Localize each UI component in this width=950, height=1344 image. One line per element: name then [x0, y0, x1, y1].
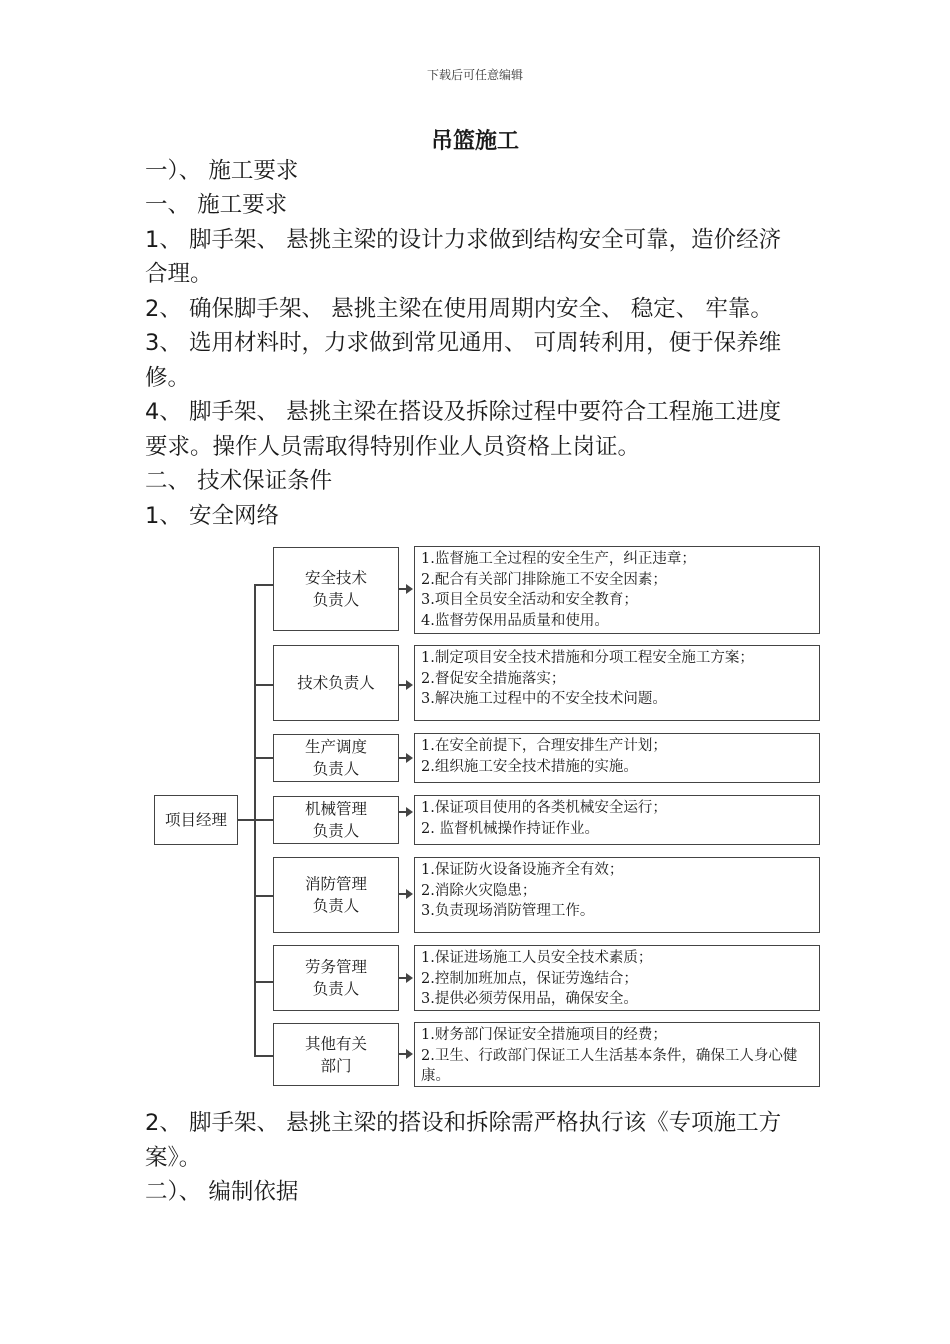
role-label: 技术负责人	[297, 674, 375, 692]
paragraph-line: 4、 脚手架、 悬挑主梁在搭设及拆除过程中要符合工程施工进度	[145, 399, 782, 425]
duty-item: 2. 监督机械操作持证作业。	[421, 820, 599, 837]
duty-item: 2.卫生、行政部门保证工人生活基本条件，确保工人身心健康。	[421, 1047, 798, 1084]
document-title: 吊篮施工	[430, 129, 519, 154]
connector	[254, 895, 274, 897]
sub-heading: 二、 技术保证条件	[145, 468, 333, 494]
connector	[254, 684, 274, 686]
role-label: 负责人	[312, 897, 360, 915]
role-label: 负责人	[312, 822, 360, 840]
role-label: 机械管理	[304, 800, 367, 818]
role-node	[273, 857, 399, 933]
paragraph-line: 案》。	[145, 1145, 202, 1171]
role-label: 消防管理	[304, 875, 367, 893]
arrow-icon	[406, 973, 413, 983]
arrow-icon	[406, 889, 413, 899]
paragraph-line: 合理。	[145, 261, 213, 287]
role-label: 负责人	[312, 591, 360, 609]
connector	[254, 819, 274, 821]
role-node	[273, 645, 399, 721]
role-node	[273, 547, 399, 631]
arrow-icon	[406, 807, 413, 817]
duty-box	[414, 795, 820, 845]
duty-item: 1.保证进场施工人员安全技术素质；	[421, 950, 653, 966]
role-label: 生产调度	[304, 738, 367, 756]
duty-item: 3.项目全员安全活动和安全教育；	[421, 592, 638, 608]
role-label: 部门	[320, 1056, 352, 1075]
arrow-icon	[406, 753, 413, 763]
role-label: 其他有关	[304, 1034, 367, 1053]
root-label: 项目经理	[164, 811, 227, 829]
section-heading: 一）、 施工要求	[145, 158, 299, 184]
duty-item: 2.控制加班加点，保证劳逸结合；	[421, 970, 638, 987]
duty-item: 2.消除火灾隐患；	[421, 882, 537, 899]
role-label: 安全技术	[304, 569, 367, 587]
root-node	[154, 795, 238, 845]
duty-item: 2.组织施工安全技术措施的实施。	[421, 758, 638, 775]
duty-item: 3.提供必须劳保用品，确保安全。	[421, 991, 638, 1007]
role-label: 劳务管理	[304, 958, 367, 976]
connector	[238, 819, 255, 821]
connector	[254, 1055, 274, 1057]
duty-box	[414, 857, 820, 933]
role-node	[273, 945, 399, 1011]
header-note: 下载后可任意编辑	[426, 68, 523, 82]
paragraph-line: 要求。操作人员需取得特别作业人员资格上岗证。	[145, 434, 641, 460]
duty-item: 2.配合有关部门排除施工不安全因素；	[421, 571, 667, 588]
connector	[254, 757, 274, 759]
duty-item: 1.监督施工全过程的安全生产，纠正违章；	[421, 551, 696, 567]
duty-item: 1.保证防火设备设施齐全有效；	[421, 862, 624, 878]
duty-box	[414, 1022, 820, 1087]
duty-box	[414, 546, 820, 634]
connector	[254, 584, 274, 586]
paragraph-line: 1、 安全网络	[145, 503, 279, 529]
sub-heading: 一、 施工要求	[145, 192, 288, 218]
role-node	[273, 734, 399, 782]
duty-item: 1.保证项目使用的各类机械安全运行；	[421, 800, 667, 816]
connector	[254, 981, 274, 983]
role-label: 负责人	[312, 760, 360, 778]
arrow-icon	[406, 1049, 413, 1059]
duty-item: 1.财务部门保证安全措施项目的经费；	[421, 1027, 667, 1043]
duty-box	[414, 945, 820, 1011]
section-heading: 二）、 编制依据	[145, 1179, 299, 1205]
duty-item: 1.在安全前提下，合理安排生产计划；	[421, 738, 667, 754]
arrow-icon	[406, 680, 413, 690]
duty-box	[414, 645, 820, 721]
duty-item: 2.督促安全措施落实；	[421, 670, 566, 687]
arrow-icon	[406, 584, 413, 594]
role-node	[273, 1023, 399, 1086]
duty-item: 3.解决施工过程中的不安全技术问题。	[421, 691, 667, 707]
role-label: 负责人	[312, 980, 360, 998]
duty-item: 4.监督劳保用品质量和使用。	[421, 612, 609, 629]
paragraph-line: 2、 脚手架、 悬挑主梁的搭设和拆除需严格执行该《专项施工方	[145, 1110, 782, 1136]
paragraph-line: 修。	[145, 365, 191, 391]
paragraph-line: 2、 确保脚手架、 悬挑主梁在使用周期内安全、 稳定、 牢靠。	[145, 296, 773, 322]
paragraph-line: 1、 脚手架、 悬挑主梁的设计力求做到结构安全可靠，造价经济	[145, 227, 782, 253]
duty-item: 1.制定项目安全技术措施和分项工程安全施工方案；	[421, 650, 754, 666]
role-node	[273, 796, 399, 844]
duty-box	[414, 733, 820, 783]
paragraph-line: 3、 选用材料时，力求做到常见通用、 可周转利用，便于保养维	[145, 330, 782, 356]
duty-item: 3.负责现场消防管理工作。	[421, 903, 595, 919]
